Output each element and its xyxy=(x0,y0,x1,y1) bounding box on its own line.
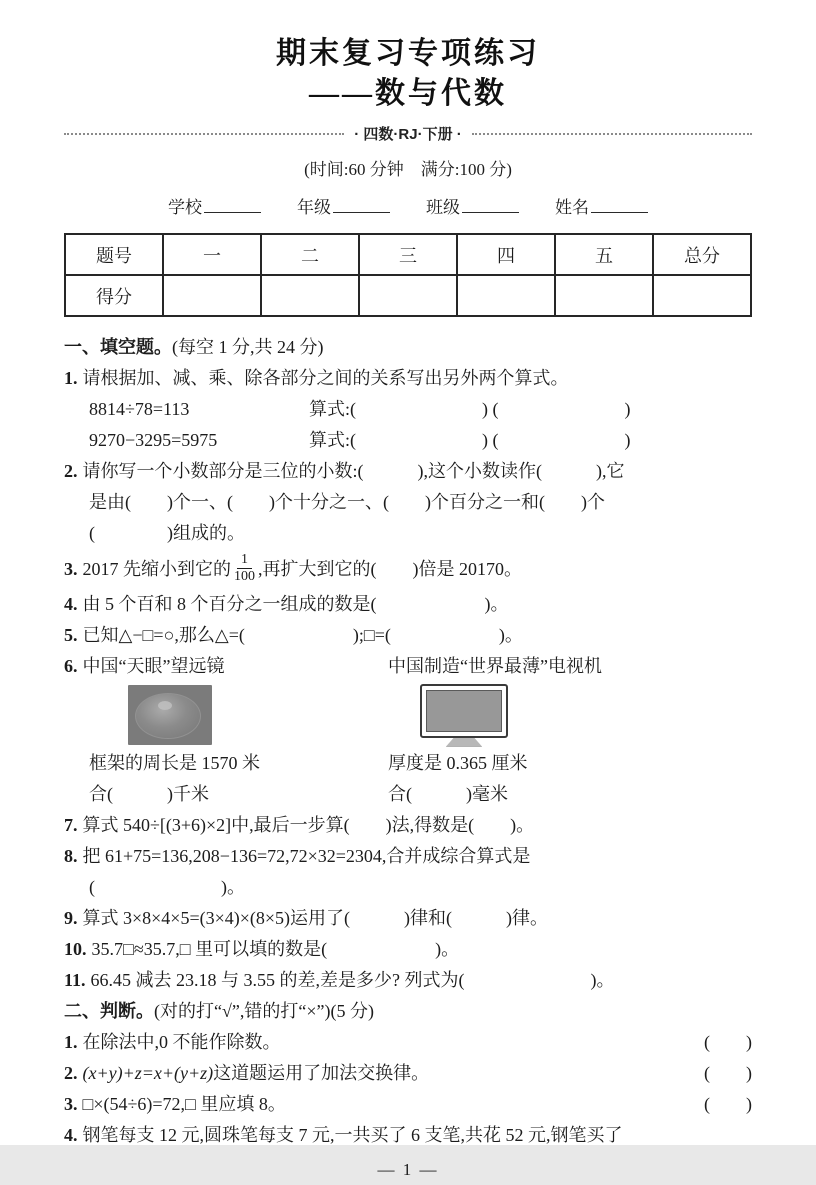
school-field xyxy=(168,193,261,218)
score-table-header-row xyxy=(65,234,751,275)
tv-frame xyxy=(420,684,508,738)
class-blank xyxy=(462,199,519,213)
score-cell xyxy=(261,275,359,316)
fill-q5: 5. 已知△−□=○,那么△=( );□=( )。 xyxy=(64,625,523,645)
tv-icon xyxy=(420,684,508,747)
fill-q4: 4. 由 5 个百和 8 个百分之一组成的数是( )。 xyxy=(64,594,509,614)
grade-blank xyxy=(333,199,390,213)
edition-label: · 四数·RJ·下册 · xyxy=(354,126,462,143)
fill-q2: 2. 请你写一个小数部分是三位的小数:( ),这个小数读作( ),它 xyxy=(64,461,625,481)
grade-field xyxy=(297,193,390,218)
tv-screen xyxy=(426,690,502,732)
equation-1: 8814÷78=113 xyxy=(89,399,190,419)
tv-stand xyxy=(446,738,482,747)
q6-right-title: 中国制造“世界最薄”电视机 xyxy=(388,656,602,676)
score-col-2: 二 xyxy=(261,234,359,275)
fraction-1-100: $\frac{1}{100}$ xyxy=(234,552,255,585)
equation-2: 9270−3295=5975 xyxy=(89,430,218,450)
name-label: 姓名 xyxy=(555,198,589,217)
q6-left-caption: 框架的周长是 1570 米 xyxy=(89,753,260,773)
page-title: 期末复习专项练习 xyxy=(276,37,540,70)
score-col-4: 四 xyxy=(457,234,555,275)
score-cell xyxy=(359,275,457,316)
name-field xyxy=(555,193,648,218)
score-table xyxy=(64,233,752,317)
answer-blanks: 算式:( ) ( ) xyxy=(309,430,631,450)
fill-q8: 8. 把 61+75=136,208−136=72,72×32=2304,合并成综合算式是 xyxy=(64,846,531,866)
fill-q1-sub2 xyxy=(89,425,752,456)
exam-meta: (时间:60 分钟 满分:100 分) xyxy=(304,160,512,179)
dotted-line-left xyxy=(64,133,344,135)
q6-right-column xyxy=(388,651,752,810)
student-info-row xyxy=(64,193,752,218)
fill-q9: 9. 算式 3×8×4×5=(3×4)×(8×5)运用了( )律和( )律。 xyxy=(64,908,549,928)
score-col-total: 总分 xyxy=(653,234,751,275)
fill-q10: 10. 35.7□≈35.7,□ 里可以填的数是( )。 xyxy=(64,939,460,959)
judge-q1-bracket: ( ) xyxy=(704,1032,752,1052)
score-table-corner: 题号 xyxy=(65,234,163,275)
fill-q1: 1. 请根据加、减、乘、除各部分之间的关系写出另外两个算式。 xyxy=(64,368,569,388)
score-cell xyxy=(163,275,261,316)
judge-q4: 4. 钢笔每支 12 元,圆珠笔每支 7 元,一共买了 6 支笔,共花 52 元,钢笔买了 xyxy=(64,1125,623,1145)
fill-q7: 7. 算式 540÷[(3+6)×2]中,最后一步算( )法,得数是( )。 xyxy=(64,815,535,835)
score-cell xyxy=(555,275,653,316)
score-col-3: 三 xyxy=(359,234,457,275)
fill-q2-line2: 是由( )个一、( )个十分之一、( )个百分之一和( )个 xyxy=(89,492,605,512)
section2-title: 二、判断。 xyxy=(64,1001,154,1021)
q6-left-title: 6. 中国“天眼”望远镜 xyxy=(64,656,225,676)
answer-blanks: 算式:( ) ( ) xyxy=(309,399,631,419)
class-field xyxy=(426,193,519,218)
school-label: 学校 xyxy=(168,198,202,217)
q6-left-blank: 合( )千米 xyxy=(89,784,209,804)
page-number: — 1 — xyxy=(377,1160,439,1179)
score-cell xyxy=(457,275,555,316)
grade-label: 年级 xyxy=(297,198,331,217)
section2-heading xyxy=(64,996,752,1027)
dotted-line-right xyxy=(472,133,752,135)
q6-left-column xyxy=(64,651,388,810)
q6-right-blank: 合( )毫米 xyxy=(388,784,508,804)
school-blank xyxy=(204,199,261,213)
fill-q2-line3: ( )组成的。 xyxy=(89,523,245,543)
score-col-1: 一 xyxy=(163,234,261,275)
fill-q3: 3. 2017 先缩小到它的 $\frac{1}{100}$ ,再扩大到它的( )倍是 20170。 xyxy=(64,552,522,585)
section1-title: 一、填空题。 xyxy=(64,337,172,357)
name-blank xyxy=(591,199,648,213)
fill-q1-sub1 xyxy=(89,394,752,425)
judge-q2-bracket: ( ) xyxy=(704,1063,752,1083)
judge-q2: 2. (x+y)+z=x+(y+z)这道题运用了加法交换律。 ( ) xyxy=(64,1058,752,1089)
score-col-5: 五 xyxy=(555,234,653,275)
q6-right-caption: 厚度是 0.365 厘米 xyxy=(388,753,528,773)
page-subtitle: ——数与代数 xyxy=(309,77,507,110)
judge-q1: 1. 在除法中,0 不能作除数。 ( ) xyxy=(64,1027,752,1058)
section2-note: (对的打“√”,错的打“×”)(5 分) xyxy=(154,1001,374,1021)
fill-q8-line2: ( )。 xyxy=(89,877,245,897)
score-cell xyxy=(653,275,751,316)
section1-note: (每空 1 分,共 24 分) xyxy=(172,337,324,357)
judge-q3-bracket: ( ) xyxy=(704,1094,752,1114)
telescope-photo xyxy=(128,685,212,745)
score-table-score-row xyxy=(65,275,751,316)
exam-body xyxy=(64,332,752,1185)
fill-q11: 11. 66.45 减去 23.18 与 3.55 的差,差是多少? 列式为( )。 xyxy=(64,970,615,990)
edition-divider xyxy=(64,123,752,144)
section1-heading xyxy=(64,332,752,363)
class-label: 班级 xyxy=(426,198,460,217)
fill-q6 xyxy=(64,651,752,810)
judge-q3: 3. □×(54÷6)=72,□ 里应填 8。 ( ) xyxy=(64,1089,752,1120)
score-row-label: 得分 xyxy=(65,275,163,316)
